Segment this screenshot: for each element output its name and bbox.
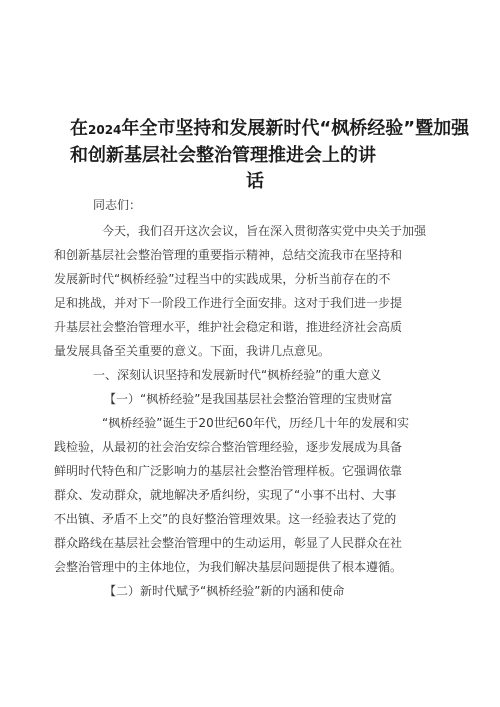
- title-line-1-text: 年全市坚持和发展新时代“枫桥经验”暨加强: [121, 118, 470, 139]
- title-line-2: 和创新基层社会整治管理推进会上的讲: [70, 145, 376, 166]
- paragraph-fengqiao: [54, 411, 430, 579]
- paragraph-intro: [54, 219, 430, 363]
- paragraph-line: 发展新时代“枫桥经验”过程当中的实践成果，分析当前存在的不: [54, 272, 391, 286]
- section-heading-1: 一、深刻认识坚持和发展新时代“枫桥经验”的重大意义: [93, 368, 382, 382]
- subsection-heading-1: 【一）“枫桥经验”是我国基层社会整治管理的宝贵财富: [104, 392, 393, 406]
- greeting: 同志们：: [93, 198, 142, 212]
- subsection-heading-2: 【二）新时代赋予“枫桥经验”新的内涵和使命: [104, 584, 345, 598]
- paragraph-line: 会整治管理中的主体地位，为我们解决基层问题提供了根本遵循。: [54, 560, 403, 574]
- paragraph-line: 不出镇、矛盾不上交”的良好整治管理效果。这一经验表达了党的: [54, 512, 397, 526]
- paragraph-line: 足和挑战，并对下一阶段工作进行全面安排。这对于我们进一步提: [54, 296, 403, 310]
- paragraph-line: 升基层社会整治管理水平，维护社会稳定和谐，推进经济社会高质: [54, 320, 403, 334]
- title-line-3: 话: [246, 171, 264, 192]
- title-year: 2024: [88, 123, 122, 137]
- speech-title: [70, 116, 470, 195]
- title-prefix: 在: [70, 118, 88, 139]
- paragraph-line: 践检验，从最初的社会治安综合整治管理经验，逐步发展成为具备: [54, 440, 403, 454]
- paragraph-line: 鲜明时代特色和广泛影响力的基层社会整治管理样板。它强调依靠: [54, 464, 403, 478]
- paragraph-line: “枫桥经验”诞生于20世纪60年代，历经几十年的发展和实: [102, 416, 409, 430]
- paragraph-line: 群众、发动群众，就地解决矛盾纠纷，实现了“小事不出村、大事: [54, 488, 397, 502]
- paragraph-line: 和创新基层社会整治管理的重要指示精神，总结交流我市在坚持和: [54, 248, 403, 262]
- paragraph-line: 量发展具备至关重要的意义。下面，我讲几点意见。: [54, 344, 331, 358]
- paragraph-line: 群众路线在基层社会整治管理中的生动运用，彰显了人民群众在社: [54, 536, 403, 550]
- title-line-1: [70, 116, 470, 143]
- paragraph-line: 今天，我们召开这次会议，旨在深入贯彻落实党中央关于加强: [102, 224, 427, 238]
